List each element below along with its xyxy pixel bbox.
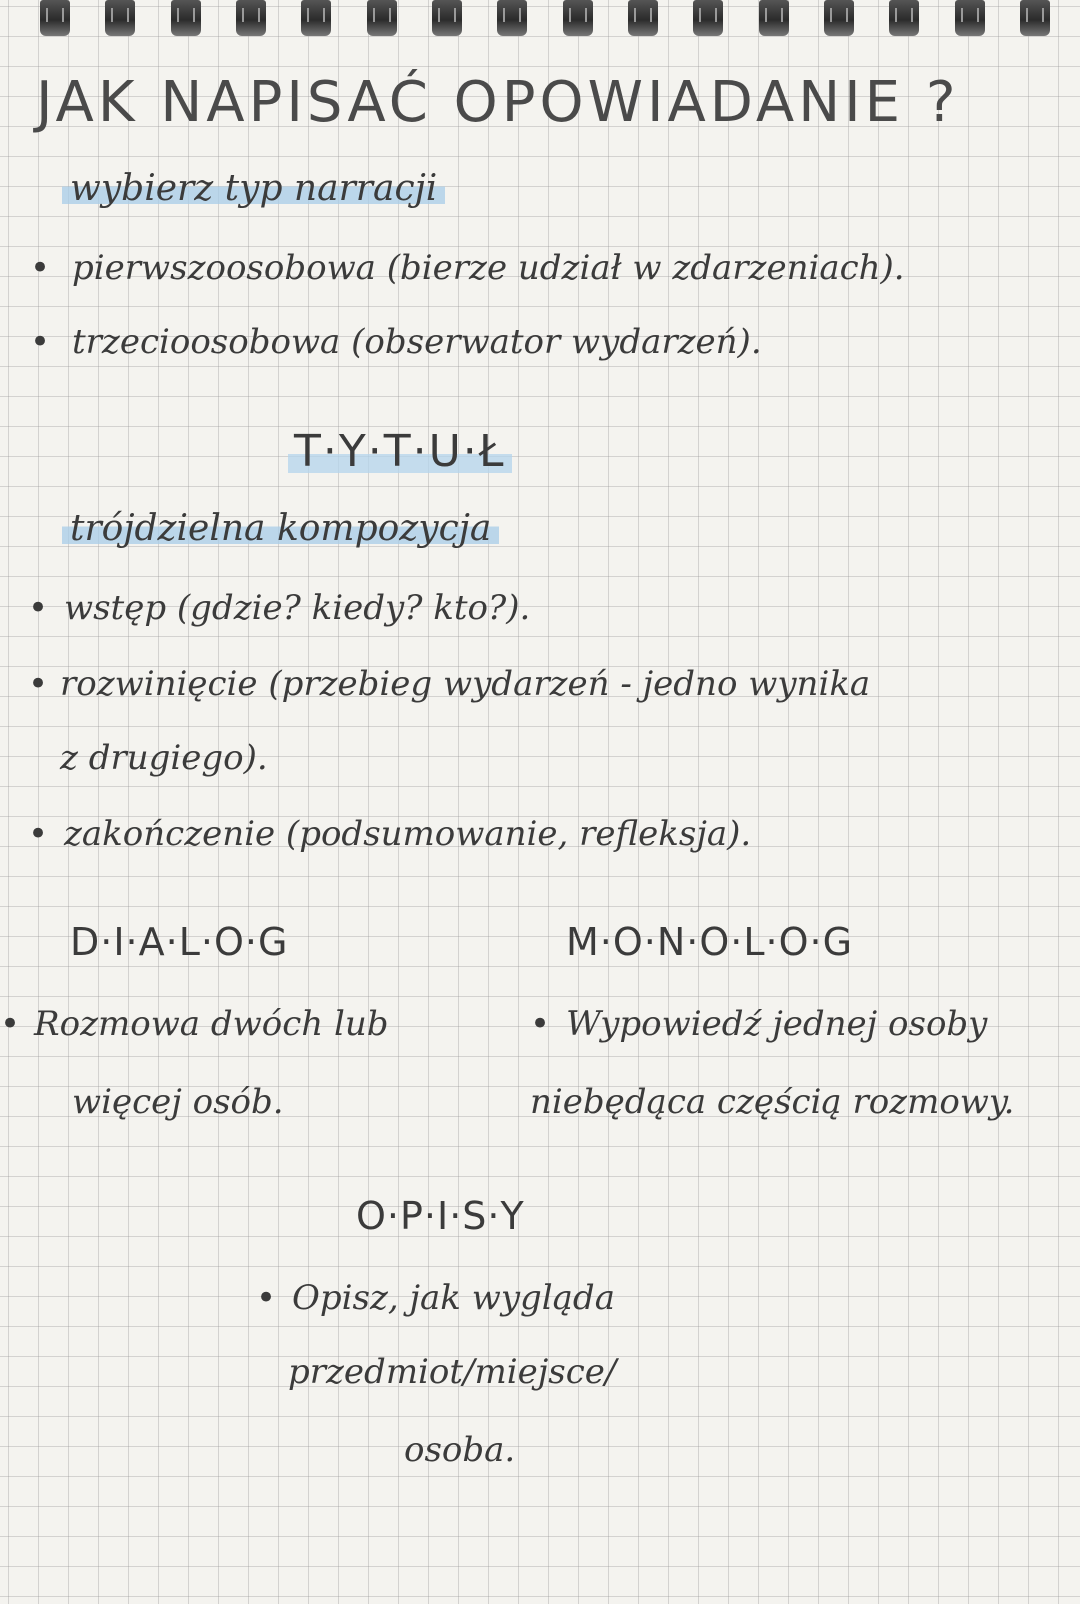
composition-item: rozwinięcie (przebieg wydarzeń - jedno wynika xyxy=(60,664,871,704)
spiral-ring xyxy=(105,0,135,36)
bullet-icon: • xyxy=(30,248,51,288)
dialog-text: więcej osób. xyxy=(72,1082,284,1122)
descriptions-text: osoba. xyxy=(404,1430,516,1470)
spiral-ring xyxy=(236,0,266,36)
spiral-ring xyxy=(40,0,70,36)
spiral-ring xyxy=(563,0,593,36)
bullet-icon: • xyxy=(28,588,49,628)
spiral-ring xyxy=(497,0,527,36)
narration-heading xyxy=(62,168,445,209)
monologue-heading: M·O·N·O·L·O·G xyxy=(566,920,854,964)
spiral-binding xyxy=(40,0,1050,42)
bullet-icon: • xyxy=(0,1004,21,1044)
descriptions-text: przedmiot/miejsce/ xyxy=(288,1352,617,1392)
spiral-ring xyxy=(171,0,201,36)
descriptions-text: Opisz, jak wygląda xyxy=(292,1278,615,1318)
monologue-text: Wypowiedź jednej osoby xyxy=(566,1004,988,1044)
composition-item: zakończenie (podsumowanie, refleksja). xyxy=(64,814,752,854)
title-section-heading xyxy=(288,426,512,477)
narration-heading-text: wybierz typ narracji xyxy=(62,168,445,209)
narration-item: pierwszoosobowa (bierze udział w zdarzeniach). xyxy=(72,248,905,288)
page-title: JAK NAPISAĆ OPOWIADANIE ? xyxy=(36,70,960,135)
spiral-ring xyxy=(824,0,854,36)
spiral-ring xyxy=(759,0,789,36)
spiral-ring xyxy=(367,0,397,36)
composition-item: wstęp (gdzie? kiedy? kto?). xyxy=(64,588,531,628)
title-section-heading-text: T·Y·T·U·Ł xyxy=(288,426,512,477)
spiral-ring xyxy=(693,0,723,36)
spiral-ring xyxy=(628,0,658,36)
spiral-ring xyxy=(301,0,331,36)
bullet-icon: • xyxy=(530,1004,551,1044)
composition-heading xyxy=(62,508,499,549)
spiral-ring xyxy=(955,0,985,36)
bullet-icon: • xyxy=(28,664,49,704)
spiral-ring xyxy=(432,0,462,36)
composition-heading-text: trójdzielna kompozycja xyxy=(62,508,499,549)
bullet-icon: • xyxy=(28,814,49,854)
monologue-text: niebędąca częścią rozmowy. xyxy=(530,1082,1015,1122)
spiral-ring xyxy=(889,0,919,36)
descriptions-heading: O·P·I·S·Y xyxy=(356,1194,525,1238)
bullet-icon: • xyxy=(30,322,51,362)
dialog-text: Rozmowa dwóch lub xyxy=(34,1004,389,1044)
narration-item: trzecioosobowa (obserwator wydarzeń). xyxy=(72,322,762,362)
composition-item-continuation: z drugiego). xyxy=(60,738,268,778)
dialog-heading: D·I·A·L·O·G xyxy=(70,920,289,964)
bullet-icon: • xyxy=(256,1278,277,1318)
spiral-ring xyxy=(1020,0,1050,36)
